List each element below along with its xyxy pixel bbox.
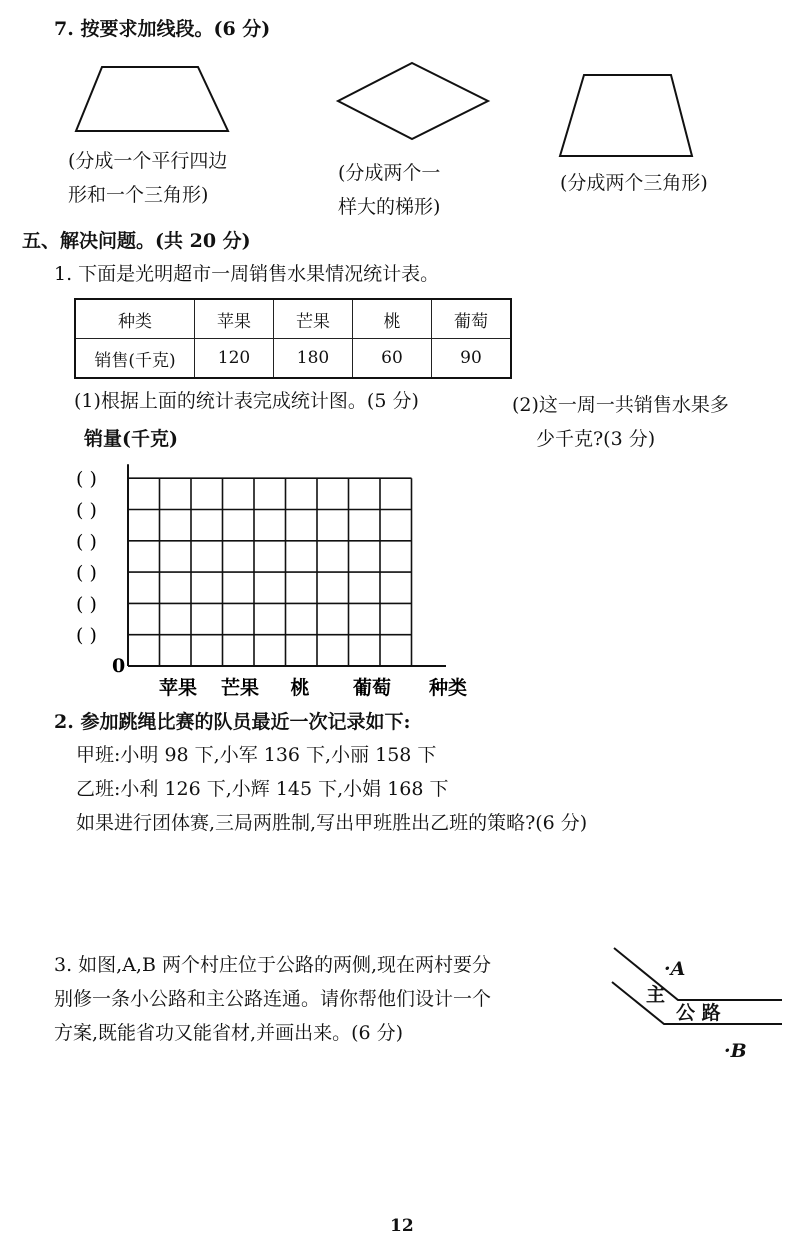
p2-line-c: 如果进行团体赛,三局两胜制,写出甲班胜出乙班的策略?(6 分) — [76, 812, 588, 834]
p3-line1: 3. 如图,A,B 两个村庄位于公路的两侧,现在两村要分 — [54, 954, 492, 976]
road-label-road: 公 路 — [676, 1002, 721, 1024]
p2-title: 2. 参加跳绳比赛的队员最近一次记录如下: — [54, 711, 411, 733]
x-axis-label: 种类 — [428, 677, 468, 699]
road-label-main: 主 — [646, 984, 666, 1006]
x-tick-label: 葡萄 — [352, 677, 392, 699]
table-cell: 90 — [432, 339, 512, 379]
p3-line2: 别修一条小公路和主公路连通。请你帮他们设计一个 — [54, 988, 492, 1010]
p1-sub2-line2: 少千克?(3 分) — [536, 428, 656, 450]
table-header-cell: 种类 — [75, 299, 195, 339]
x-tick-label: 芒果 — [220, 677, 260, 699]
y-tick-label: ( ) — [76, 562, 97, 585]
p2-line-a: 甲班:小明 98 下,小军 136 下,小丽 158 下 — [76, 744, 437, 766]
y-tick-label: ( ) — [76, 593, 97, 616]
table-cell: 60 — [353, 339, 432, 379]
x-tick-label: 苹果 — [158, 677, 198, 699]
y-tick-label: ( ) — [76, 499, 97, 522]
p3-line3: 方案,既能省功又能省材,并画出来。(6 分) — [54, 1022, 404, 1044]
p1-title: 1. 下面是光明超市一周销售水果情况统计表。 — [54, 263, 440, 285]
y-tick-label: ( ) — [76, 530, 97, 553]
origin-label: 0 — [112, 655, 126, 677]
p2-line-b: 乙班:小利 126 下,小辉 145 下,小娟 168 下 — [76, 778, 449, 800]
table-cell: 120 — [195, 339, 274, 379]
p1-sub1: (1)根据上面的统计表完成统计图。(5 分) — [74, 390, 419, 412]
y-tick-label: ( ) — [76, 468, 97, 491]
village-b-label: ·B — [724, 1040, 747, 1062]
shape3-caption-line1: (分成两个三角形) — [560, 172, 708, 194]
q7-title: 7. 按要求加线段。(6 分) — [54, 18, 271, 40]
chart-ylabel: 销量(千克) — [84, 428, 178, 450]
table-header-cell: 芒果 — [274, 299, 353, 339]
table-cell: 销售(千克) — [75, 339, 195, 379]
p1-sub2-line1: (2)这一周一共销售水果多 — [512, 394, 729, 416]
y-tick-label: ( ) — [76, 624, 97, 647]
table-header-cell: 桃 — [353, 299, 432, 339]
shape1-caption-line1: (分成一个平行四边 — [68, 150, 228, 172]
shape2-caption-line1: (分成两个一 — [338, 162, 441, 184]
table-header-cell: 苹果 — [195, 299, 274, 339]
shape2-caption-line2: 样大的梯形) — [338, 196, 441, 218]
table-header-cell: 葡萄 — [432, 299, 512, 339]
table-cell: 180 — [274, 339, 353, 379]
shape1-caption-line2: 形和一个三角形) — [68, 184, 209, 206]
section5-title: 五、解决问题。(共 20 分) — [22, 230, 251, 252]
x-tick-label: 桃 — [290, 677, 310, 699]
village-a-label: ·A — [664, 958, 686, 980]
page-number: 12 — [390, 1216, 414, 1236]
